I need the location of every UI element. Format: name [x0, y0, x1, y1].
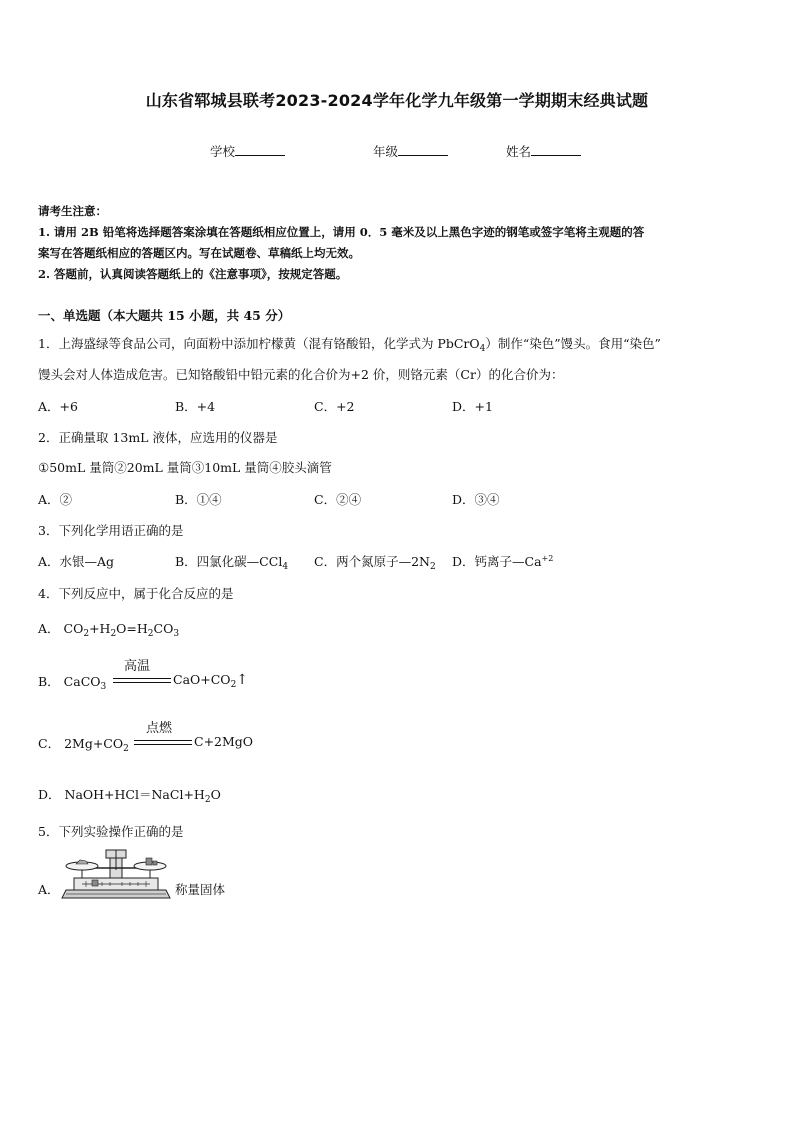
q4-option-c-condition: 点燃 [146, 721, 173, 736]
balance-scale-image [60, 848, 172, 900]
q2-line-1: 2．正确量取 13mL 液体，应选用的仪器是 [38, 430, 278, 445]
grade-blank [398, 143, 448, 156]
eq-sub: 2 [204, 795, 211, 805]
eq-part: NaOH+HCl＝NaCl+H [64, 787, 205, 802]
q4-option-b-label: B． [38, 674, 60, 689]
q2-line-2: ①50mL 量筒②20mL 量筒③10mL 量筒④胶头滴管 [38, 460, 332, 475]
school-field [210, 142, 285, 160]
q1-option-d: D．+1 [452, 399, 493, 414]
q4-option-d-eq [64, 787, 221, 805]
eq-part: CO [63, 621, 84, 636]
q3-line-1: 3．下列化学用语正确的是 [38, 523, 184, 538]
up-arrow: ↑ [236, 672, 249, 688]
q4-option-c-right: C+2MgO [194, 734, 254, 749]
q5-line-1: 5．下列实验操作正确的是 [38, 824, 184, 839]
q1-text-tail: ）制作“染色”馒头。食用“染色” [485, 336, 661, 351]
eq-part: O [210, 787, 221, 802]
q3-option-b [175, 552, 288, 572]
eq-part: CO [153, 621, 174, 636]
eq-sub: 3 [100, 682, 107, 692]
eq-sub: 2 [123, 744, 129, 754]
notice-line-2: 2. 答题前，认真阅读答题纸上的《注意事项》，按规定答题。 [38, 267, 348, 281]
eq-sub: 3 [173, 629, 180, 639]
eq-part: 2Mg+CO [64, 736, 124, 751]
name-label: 姓名 [506, 144, 532, 159]
eq-part: O=H [116, 621, 148, 636]
q4-option-a-label: A． [38, 621, 60, 636]
eq-part: +H [89, 621, 111, 636]
page-title: 山东省郓城县联考2023-2024学年化学九年级第一学期期末经典试题 [145, 91, 649, 110]
notice-line-1b: 案写在答题纸相应的答题区内。写在试题卷、草稿纸上均无效。 [38, 246, 360, 260]
q2-option-c: C．②④ [314, 492, 362, 507]
grade-field [373, 142, 448, 160]
q4-line-1: 4．下列反应中，属于化合反应的是 [38, 586, 234, 601]
q1-option-b: B．+4 [175, 399, 216, 414]
q3-option-c [314, 552, 436, 572]
q1-sub: 4 [479, 344, 486, 354]
school-label: 学校 [210, 144, 236, 159]
q5-option-a-caption: 称量固体 [175, 882, 226, 897]
q4-option-b [38, 672, 106, 692]
q1-line-1 [38, 334, 661, 354]
q4-option-b-arrow [113, 678, 171, 683]
q4-option-c-left [64, 736, 129, 754]
notice-heading: 请考生注意： [38, 204, 107, 218]
q4-option-c [38, 734, 129, 754]
eq-sub: 2 [83, 629, 90, 639]
q4-option-c-label: C． [38, 736, 61, 751]
q4-option-a-eq [63, 621, 180, 639]
q3-option-a: A．水银—Ag [38, 554, 115, 569]
q4-option-b-condition: 高温 [124, 659, 151, 674]
q3-option-d [452, 552, 553, 570]
q2-option-a: A．② [38, 492, 73, 507]
eq-sub: 2 [230, 680, 237, 690]
q1-text: 1．上海盛绿等食品公司，向面粉中添加柠檬黄（混有铬酸铅，化学式为 PbCrO [38, 336, 480, 351]
q1-line-2: 馒头会对人体造成危害。已知铬酸铅中铅元素的化合价为+2 价，则铬元素（Cr）的化合价为： [38, 367, 564, 382]
q4-option-d [38, 785, 221, 805]
eq-part: CaO+CO [173, 672, 231, 687]
grade-label: 年级 [373, 144, 399, 159]
eq-part: CaCO [63, 674, 101, 689]
q3-option-c-sub: 2 [429, 562, 436, 572]
q5-option-a-label: A． [38, 882, 60, 897]
q4-option-c-arrow [134, 740, 192, 745]
q3-option-c-text: C．两个氮原子—2N [314, 554, 430, 569]
q1-option-a: A．+6 [38, 399, 78, 414]
q3-option-b-sub: 4 [282, 562, 289, 572]
eq-sub: 2 [147, 629, 154, 639]
q4-option-a [38, 619, 179, 639]
notice-line-1a: 1. 请用 2B 铅笔将选择题答案涂填在答题纸相应位置上，请用 0．5 毫米及以上黑色字迹的钢笔或签字笔将主观题的答 [38, 225, 645, 239]
q4-option-b-right [173, 672, 248, 690]
q3-option-d-sup: +2 [541, 554, 554, 563]
name-field [506, 142, 581, 160]
q4-option-b-left [63, 674, 107, 692]
q3-option-d-text: D．钙离子—Ca [452, 554, 542, 569]
q2-option-b: B．①④ [175, 492, 222, 507]
school-blank [235, 143, 285, 156]
eq-sub: 2 [110, 629, 117, 639]
q2-option-d: D．③④ [452, 492, 500, 507]
q4-option-d-label: D． [38, 787, 61, 802]
name-blank [531, 143, 581, 156]
q3-option-b-text: B．四氯化碳—CCl [175, 554, 283, 569]
q1-option-c: C．+2 [314, 399, 355, 414]
section-heading: 一、单选题（本大题共 15 小题，共 45 分） [38, 308, 291, 323]
